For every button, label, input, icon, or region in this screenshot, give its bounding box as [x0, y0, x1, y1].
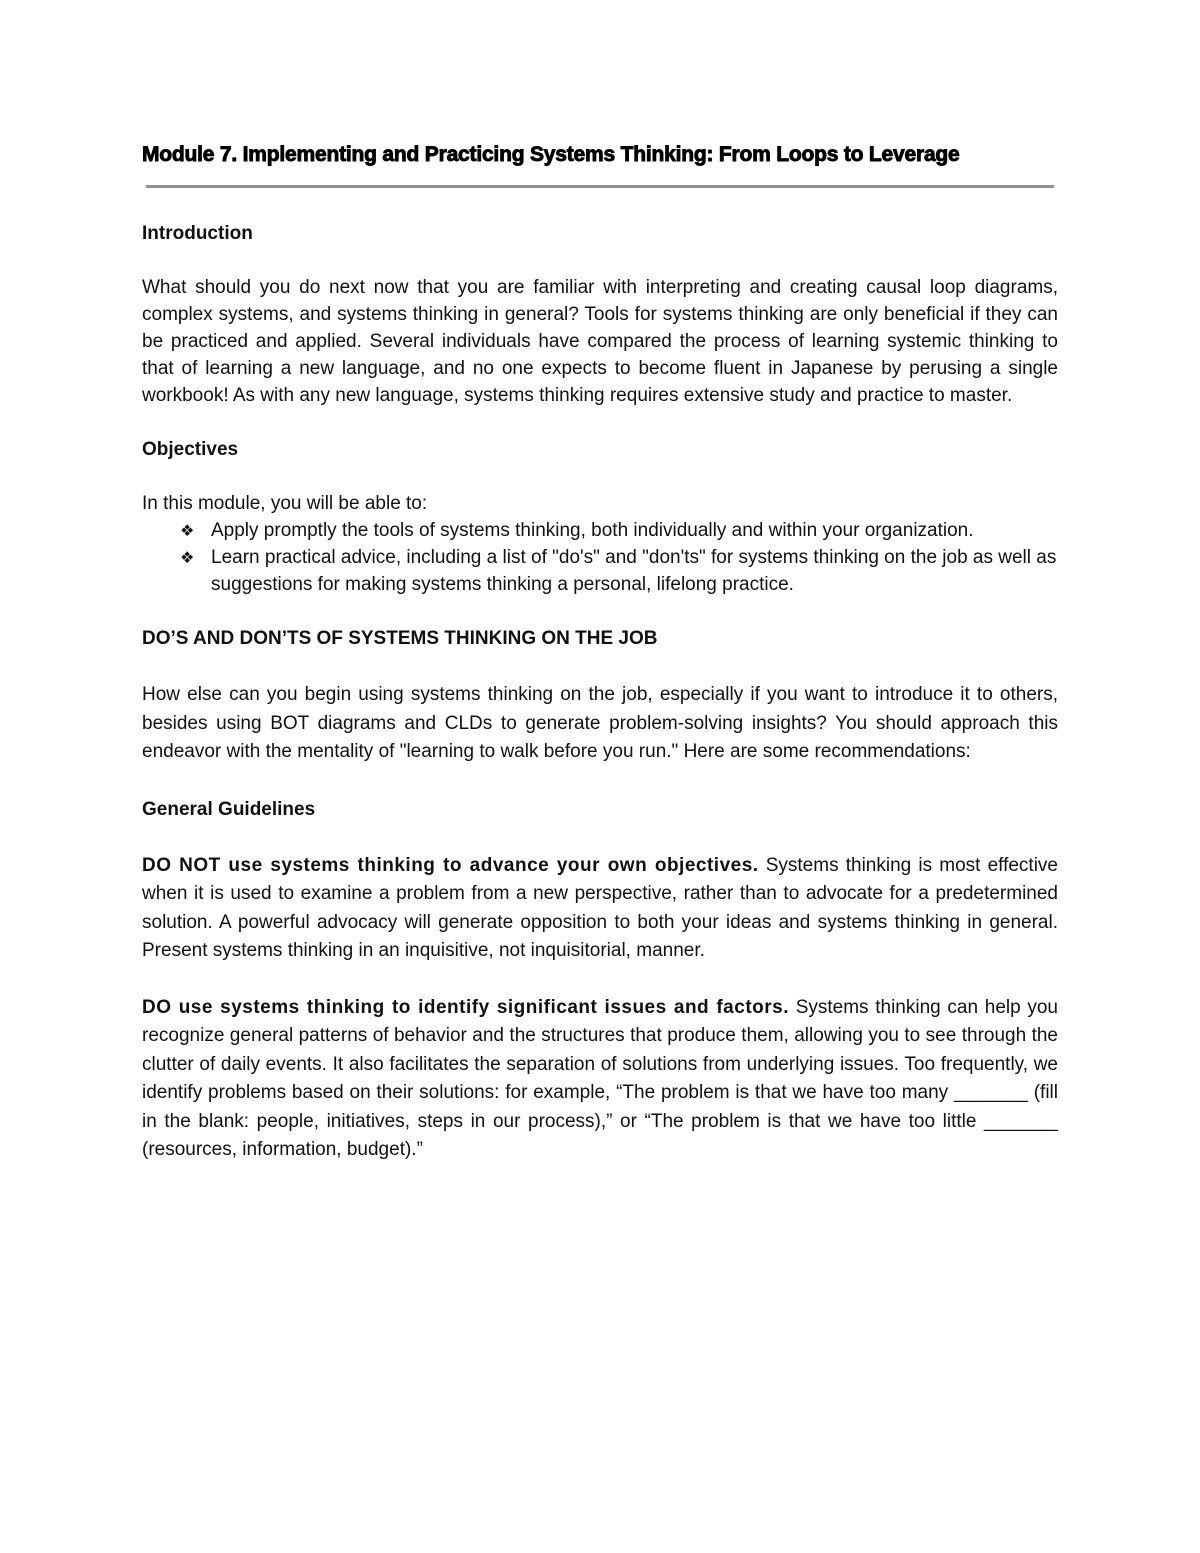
document-page	[142, 140, 1058, 1165]
objectives-lead: In this module, you will be able to:	[142, 493, 428, 514]
list-item	[142, 544, 1058, 598]
objectives-heading: Objectives	[142, 439, 239, 460]
guideline-lead: DO NOT use systems thinking to advance your own objectives.	[142, 854, 759, 876]
introduction-paragraph: What should you do next now that you are familiar with interpreting and creating causal loop diagrams, complex systems, and systems thinking in general? Tools for systems thinking are only beneficial if they can be practiced and applied. Several individuals have compared the process of learning systemic thinking to that of learning a new language, and no one expects to become fluent in Japanese by perusing a single workbook! As with any new language, systems thinking requires extensive study and practice to master.	[142, 277, 1058, 406]
dos-donts-paragraph: How else can you begin using systems thinking on the job, especially if you want to introduce it to others, besides using BOT diagrams and CLDs to generate problem-solving insights? You should approach this endeavor with the mentality of "learning to walk before you run." Here are some recommendations:	[142, 684, 1058, 762]
guideline-paragraph	[142, 994, 1058, 1165]
list-item	[142, 517, 1058, 544]
introduction-heading: Introduction	[142, 223, 253, 244]
objective-text: Learn practical advice, including a list of "do's" and "don'ts" for systems thinking on the job as well as suggestions for making systems thinking a personal, lifelong practice.	[211, 547, 1057, 595]
guideline-paragraph	[142, 852, 1058, 966]
objectives-list	[142, 517, 1058, 598]
title-divider	[146, 185, 1054, 188]
diamond-bullet-icon: ❖	[180, 521, 195, 540]
dos-donts-heading: DO’S AND DON’TS OF SYSTEMS THINKING ON THE JOB	[142, 628, 658, 649]
guideline-lead: DO use systems thinking to identify significant issues and factors.	[142, 996, 789, 1018]
diamond-bullet-icon: ❖	[180, 548, 195, 567]
objective-text: Apply promptly the tools of systems thinking, both individually and within your organization.	[211, 520, 974, 541]
guideline-body: Systems thinking is most effective when it is used to examine a problem from a new perspective, rather than to advocate for a predetermined solution. A powerful advocacy will generate opposition to both your ideas and systems thinking in general. Present systems thinking in an inquisitive, not inquisitorial, manner.	[142, 854, 1058, 961]
document-title: Module 7. Implementing and Practicing Systems Thinking: From Loops to Leverage	[142, 143, 960, 166]
general-guidelines-heading: General Guidelines	[142, 798, 316, 820]
guideline-body: Systems thinking can help you recognize general patterns of behavior and the structures that produce them, allowing you to see through the clutter of daily events. It also facilitates the separation of solutions from underlying issues. Too frequently, we identify problems based on their solutions: for example, “The problem is that we have too many _______ (fill in the blank: people, initiatives, steps in our process),” or “The problem is that we have too little _______ (resources, information, budget).”	[142, 996, 1058, 1160]
